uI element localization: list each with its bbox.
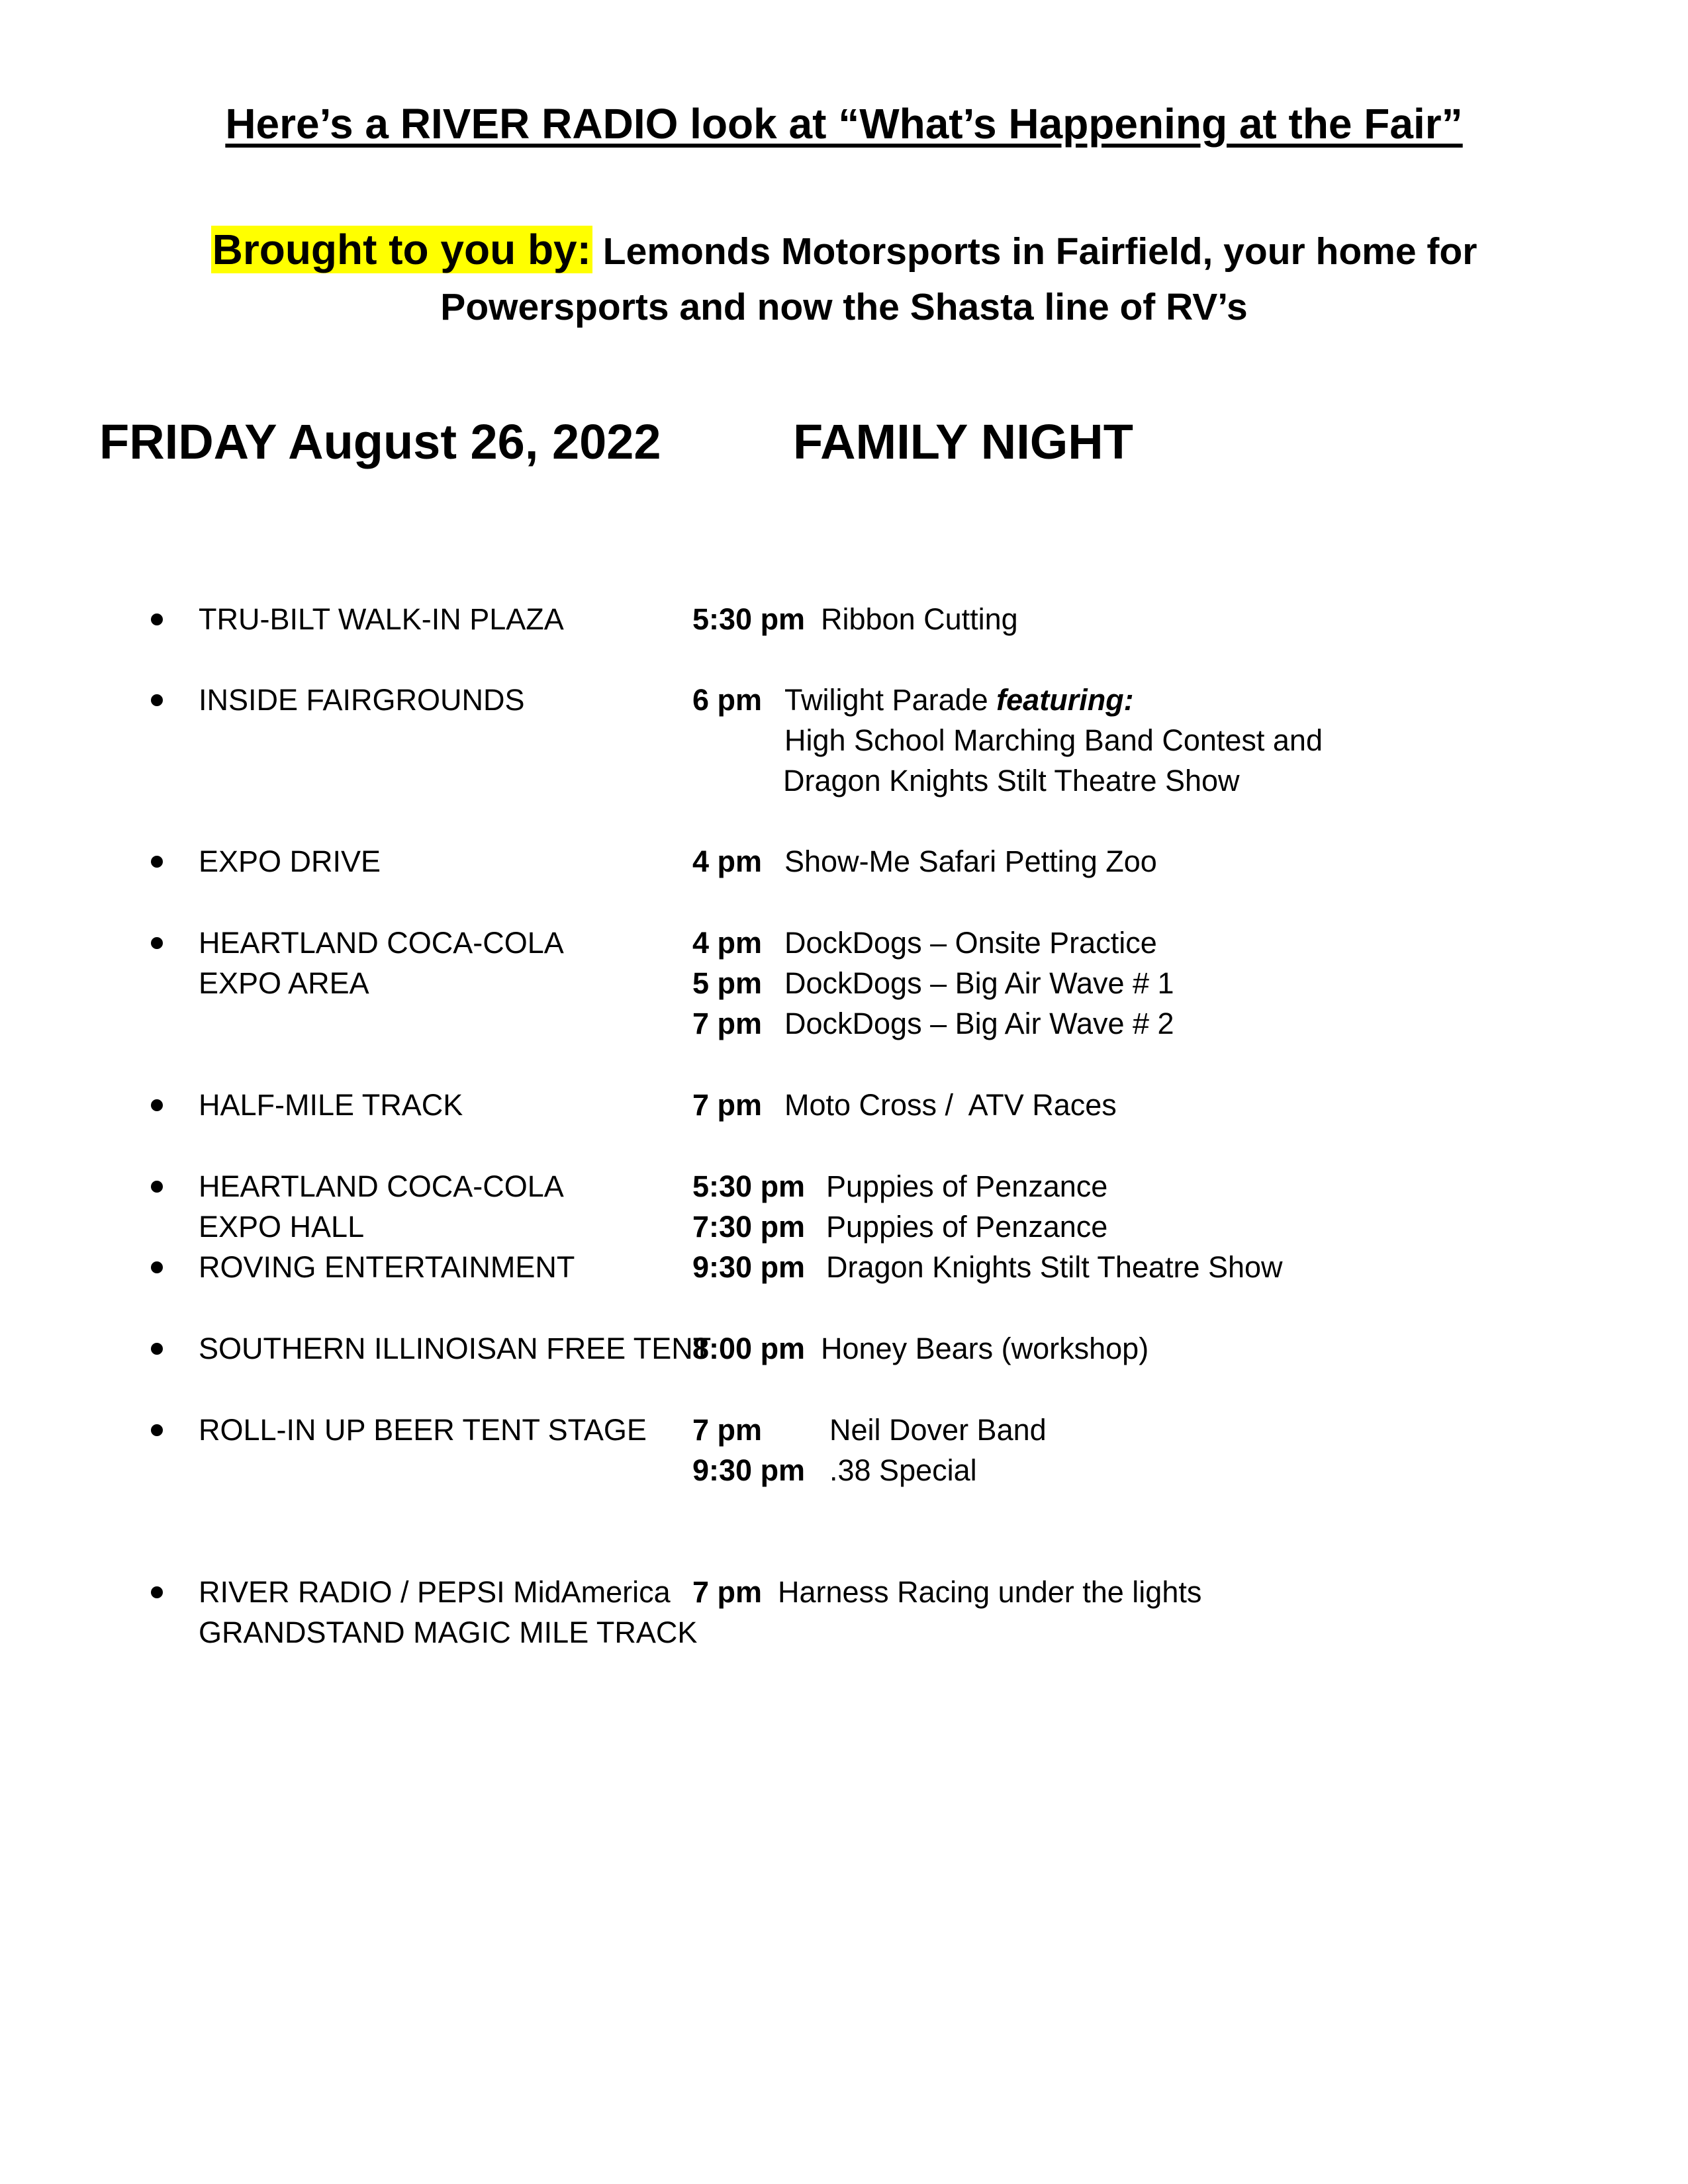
event-description: [784, 1085, 1117, 1126]
event-location: ROVING ENTERTAINMENT: [199, 1250, 575, 1284]
event-time: 4 pm: [692, 926, 763, 960]
event-description-text: Neil Dover Band: [829, 1413, 1047, 1447]
bullet-icon: [151, 1181, 163, 1193]
sponsor-block: [165, 222, 1523, 335]
event-location: EXPO AREA: [199, 966, 369, 1000]
event-description: [778, 1572, 1201, 1613]
bullet-icon: [151, 1099, 163, 1111]
event-description-text: DockDogs – Big Air Wave # 2: [784, 1007, 1174, 1040]
event-location: INSIDE FAIRGROUNDS: [199, 683, 525, 717]
event-location: TRU-BILT WALK-IN PLAZA: [199, 602, 564, 636]
event-time: 7 pm: [692, 1413, 763, 1447]
event-time: 8:00 pm: [692, 1332, 806, 1365]
bullet-icon: [151, 1343, 163, 1355]
event-location: SOUTHERN ILLINOISAN FREE TENT: [199, 1332, 712, 1365]
event-description: [826, 1166, 1107, 1207]
sponsor-line-2: Powersports and now the Shasta line of RV’s: [440, 286, 1248, 328]
sponsor-line-1: Lemonds Motorsports in Fairfield, your home for: [602, 230, 1477, 273]
event-description: [784, 1003, 1174, 1044]
event-time: 6 pm: [692, 683, 763, 717]
event-description: [821, 599, 1018, 640]
sponsor-label: Brought to you by:: [212, 226, 591, 273]
event-description-text: Harness Racing under the lights: [778, 1575, 1202, 1609]
event-description: [784, 963, 1174, 1004]
bullet-icon: [151, 694, 163, 706]
event-description-text: Ribbon Cutting: [821, 602, 1018, 636]
event-time: 7:30 pm: [692, 1210, 806, 1244]
event-time: 7 pm: [692, 1088, 763, 1122]
event-description: [784, 720, 1323, 761]
event-description-text: Honey Bears (workshop): [821, 1332, 1149, 1365]
event-description-text: .38 Special: [829, 1453, 977, 1487]
event-description: [784, 841, 1157, 882]
event-description-text: Puppies of Penzance: [826, 1169, 1108, 1203]
event-description-text: Dragon Knights Stilt Theatre Show: [783, 764, 1240, 797]
event-description-text: Moto Cross / ATV Races: [784, 1088, 1117, 1122]
event-location: ROLL-IN UP BEER TENT STAGE: [199, 1413, 647, 1447]
bullet-icon: [151, 614, 163, 625]
event-description: [784, 680, 1134, 721]
event-location: HEARTLAND COCA-COLA: [199, 926, 564, 960]
event-description-text: DockDogs – Big Air Wave # 1: [784, 966, 1174, 1000]
event-location: HEARTLAND COCA-COLA: [199, 1169, 564, 1203]
event-description-text: Dragon Knights Stilt Theatre Show: [826, 1250, 1283, 1284]
event-time: 4 pm: [692, 844, 763, 878]
event-description-text: High School Marching Band Contest and: [784, 723, 1323, 757]
event-description-text: Twilight Parade: [784, 683, 997, 717]
event-description: [784, 923, 1157, 964]
event-description: [829, 1410, 1047, 1451]
event-location: GRANDSTAND MAGIC MILE TRACK: [199, 1615, 698, 1649]
day-date-heading: FRIDAY August 26, 2022: [99, 414, 661, 469]
event-time: 5:30 pm: [692, 1169, 806, 1203]
event-time: 9:30 pm: [692, 1453, 806, 1487]
event-time: 7 pm: [692, 1575, 763, 1609]
bullet-icon: [151, 856, 163, 868]
event-description-emphasis: featuring:: [996, 683, 1134, 717]
day-theme-heading: FAMILY NIGHT: [793, 414, 1133, 469]
event-description-text: Show-Me Safari Petting Zoo: [784, 844, 1157, 878]
event-location: EXPO DRIVE: [199, 844, 381, 878]
event-description: [829, 1450, 977, 1491]
event-time: 5 pm: [692, 966, 763, 1000]
page-title-text: Here’s a RIVER RADIO look at “What’s Happening at the Fair”: [225, 100, 1463, 148]
event-description: [821, 1328, 1149, 1369]
event-time: 9:30 pm: [692, 1250, 806, 1284]
page-title: [0, 99, 1688, 148]
bullet-icon: [151, 937, 163, 949]
bullet-icon: [151, 1261, 163, 1273]
event-description: [783, 760, 1240, 801]
event-location: EXPO HALL: [199, 1210, 365, 1244]
event-description: [826, 1206, 1107, 1248]
event-location: HALF-MILE TRACK: [199, 1088, 463, 1122]
bullet-icon: [151, 1424, 163, 1436]
event-description-text: Puppies of Penzance: [826, 1210, 1108, 1244]
event-description-text: DockDogs – Onsite Practice: [784, 926, 1157, 960]
bullet-icon: [151, 1586, 163, 1598]
event-time: 7 pm: [692, 1007, 763, 1040]
event-description: [826, 1247, 1283, 1288]
event-time: 5:30 pm: [692, 602, 806, 636]
event-location: RIVER RADIO / PEPSI MidAmerica: [199, 1575, 671, 1609]
